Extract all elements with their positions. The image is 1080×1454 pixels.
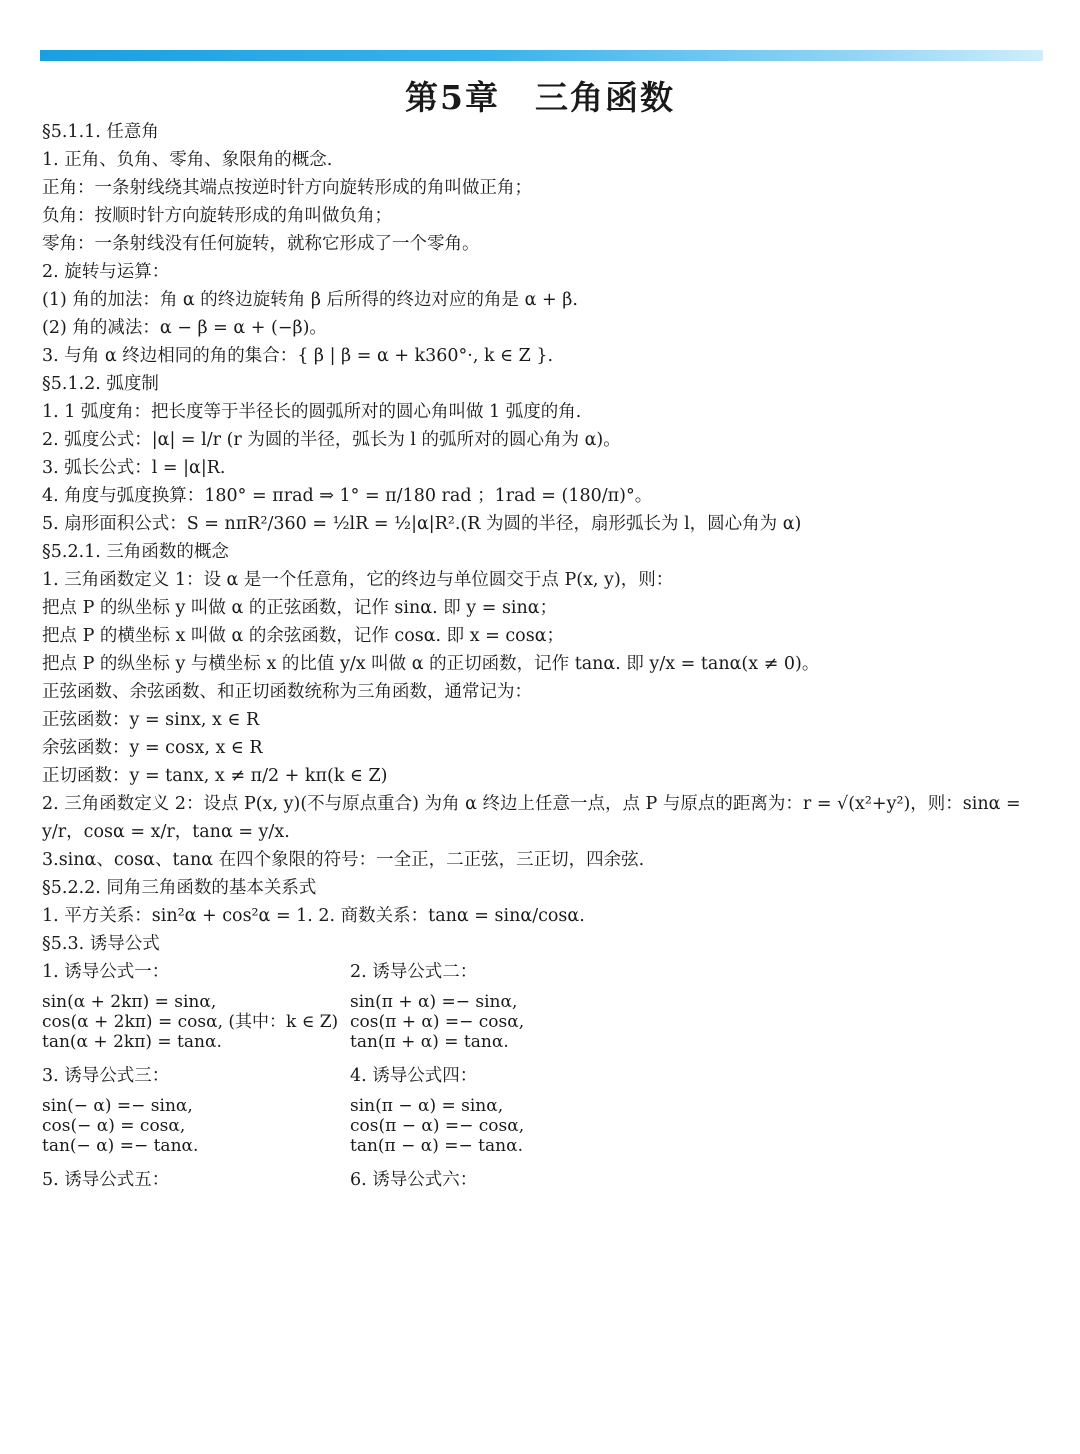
section-heading: §5.2.1. 三角函数的概念 — [42, 542, 229, 562]
formula-label: 3. 诱导公式三： — [42, 1066, 170, 1086]
text-line: 余弦函数：y = cosx, x ∈ R — [42, 738, 263, 758]
text-line: 正角：一条射线绕其端点按逆时针方向旋转形成的角叫做正角； — [42, 178, 532, 198]
text-line: 负角：按顺时针方向旋转形成的角叫做负角； — [42, 206, 392, 226]
formula-5 — [42, 1166, 350, 1194]
formula-line: tan(π + α) = tanα. — [350, 1032, 509, 1052]
section-heading: §5.1.1. 任意角 — [42, 122, 159, 142]
section-heading: §5.2.2. 同角三角函数的基本关系式 — [42, 878, 317, 898]
text-line: 1. 平方关系：sin²α + cos²α = 1. 2. 商数关系：tanα = sinα/cosα. — [42, 906, 585, 926]
formula-line: cos(α + 2kπ) = cosα, (其中：k ∈ Z) — [42, 1012, 339, 1032]
formula-line: sin(π − α) = sinα, — [350, 1096, 504, 1116]
text-line: 正切函数：y = tanx, x ≠ π/2 + kπ(k ∈ Z) — [42, 766, 388, 786]
formula-label: 1. 诱导公式一： — [42, 962, 170, 982]
section-s511 — [42, 118, 1042, 370]
document-body — [42, 118, 1042, 1194]
text-line: 零角：一条射线没有任何旋转，就称它形成了一个零角。 — [42, 234, 480, 254]
text-line: 2. 旋转与运算： — [42, 262, 170, 282]
formula-row-3 — [42, 1166, 1042, 1194]
formula-line: cos(− α) = cosα, — [42, 1116, 186, 1136]
section-heading: §5.1.2. 弧度制 — [42, 374, 159, 394]
formula-4 — [350, 1062, 850, 1156]
text-line: 4. 角度与弧度换算：180° = πrad ⇒ 1° = π/180 rad ；1rad = (180/π)°。 — [42, 486, 653, 506]
formula-2 — [350, 958, 850, 1052]
formula-line: sin(π + α) =− sinα, — [350, 992, 518, 1012]
formula-label: 2. 诱导公式二： — [350, 962, 478, 982]
text-line: 3.sinα、cosα、tanα 在四个象限的符号：一全正，二正弦，三正切，四余弦. — [42, 850, 645, 870]
text-line: 正弦函数、余弦函数、和正切函数统称为三角函数，通常记为： — [42, 682, 532, 702]
formula-6 — [350, 1166, 850, 1194]
text-line: 1. 三角函数定义 1：设 α 是一个任意角，它的终边与单位圆交于点 P(x, y)，则： — [42, 570, 674, 590]
formula-3 — [42, 1062, 350, 1156]
text-line: 1. 1 弧度角：把长度等于半径长的圆弧所对的圆心角叫做 1 弧度的角. — [42, 402, 582, 422]
section-s522 — [42, 874, 1042, 930]
text-line: 正弦函数：y = sinx, x ∈ R — [42, 710, 260, 730]
formula-label: 4. 诱导公式四： — [350, 1066, 478, 1086]
text-line: 3. 与角 α 终边相同的角的集合：{ β | β = α + k360°·, k ∈ Z }. — [42, 346, 554, 366]
section-5-3 — [42, 930, 1042, 1194]
text-line: (2) 角的减法：α − β = α + (−β)。 — [42, 318, 327, 338]
formula-line: tan(− α) =− tanα. — [42, 1136, 199, 1156]
formula-line: sin(− α) =− sinα, — [42, 1096, 193, 1116]
text-line: 把点 P 的横坐标 x 叫做 α 的余弦函数，记作 cosα. 即 x = cosα； — [42, 626, 565, 646]
sections — [42, 118, 1042, 930]
section-heading: §5.3. 诱导公式 — [42, 934, 160, 954]
text-line: 1. 正角、负角、零角、象限角的概念. — [42, 150, 333, 170]
formula-line: tan(π − α) =− tanα. — [350, 1136, 523, 1156]
formula-label: 5. 诱导公式五： — [42, 1170, 170, 1190]
text-line: 把点 P 的纵坐标 y 与横坐标 x 的比值 y/x 叫做 α 的正切函数，记作 tanα. 即 y/x = tanα(x ≠ 0)。 — [42, 654, 820, 674]
text-line: y/r，cosα = x/r，tanα = y/x. — [42, 822, 290, 842]
text-line: 把点 P 的纵坐标 y 叫做 α 的正弦函数，记作 sinα. 即 y = sinα； — [42, 598, 558, 618]
text-line: 2. 弧度公式：|α| = l/r (r 为圆的半径，弧长为 l 的弧所对的圆心角为 α)。 — [42, 430, 621, 450]
header-accent-bar — [40, 50, 1043, 61]
formula-line: sin(α + 2kπ) = sinα, — [42, 992, 217, 1012]
formula-row-1 — [42, 958, 1042, 1052]
section-s512 — [42, 370, 1042, 538]
text-line: (1) 角的加法：角 α 的终边旋转角 β 后所得的终边对应的角是 α + β. — [42, 290, 578, 310]
text-line: 2. 三角函数定义 2：设点 P(x, y)(不与原点重合) 为角 α 终边上任意一点，点 P 与原点的距离为：r = √(x²+y²)，则：sinα = — [42, 794, 1021, 814]
formula-line: cos(π + α) =− cosα, — [350, 1012, 525, 1032]
formula-row-2 — [42, 1062, 1042, 1156]
text-line: 5. 扇形面积公式：S = nπR²/360 = ½lR = ½|α|R².(R 为圆的半径，扇形弧长为 l，圆心角为 α) — [42, 514, 802, 534]
section-s521 — [42, 538, 1042, 874]
formula-line: cos(π − α) =− cosα, — [350, 1116, 525, 1136]
formula-line: tan(α + 2kπ) = tanα. — [42, 1032, 222, 1052]
chapter-title: 第5章 三角函数 — [405, 78, 675, 117]
text-line: 3. 弧长公式：l = |α|R. — [42, 458, 226, 478]
formula-label: 6. 诱导公式六： — [350, 1170, 478, 1190]
formula-1 — [42, 958, 350, 1052]
